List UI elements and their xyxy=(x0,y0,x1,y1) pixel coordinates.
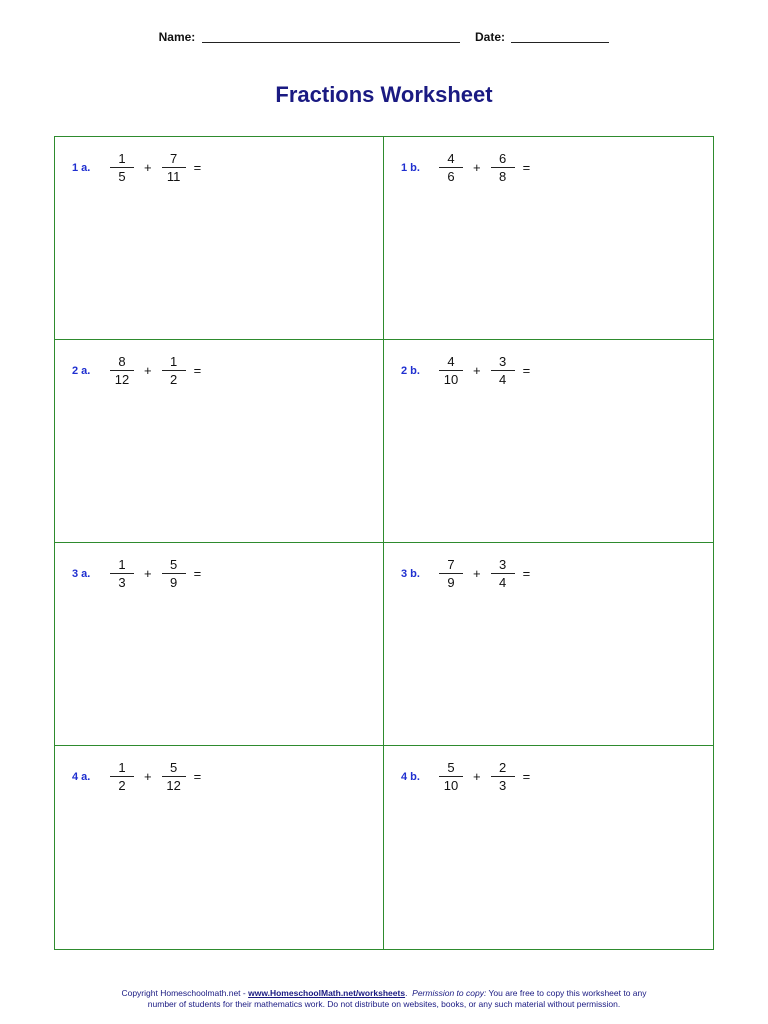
name-date-header xyxy=(0,30,768,44)
numerator: 3 xyxy=(498,354,507,369)
denominator: 6 xyxy=(447,169,455,184)
equals-sign: = xyxy=(193,160,202,175)
permission-text: You are free to copy this worksheet to any xyxy=(486,988,647,998)
plus-sign: + xyxy=(473,769,481,784)
fraction-bar xyxy=(110,573,134,574)
denominator: 9 xyxy=(447,575,455,590)
denominator: 4 xyxy=(498,372,507,387)
problem-4a xyxy=(72,760,201,793)
problem-2b xyxy=(401,354,530,387)
fraction-a xyxy=(110,760,134,793)
denominator: 2 xyxy=(169,372,178,387)
problem-3a xyxy=(72,557,201,590)
plus-sign: + xyxy=(473,566,481,581)
denominator: 5 xyxy=(118,169,126,184)
denominator: 11 xyxy=(166,169,181,184)
equals-sign: = xyxy=(522,363,531,378)
equals-sign: = xyxy=(522,769,531,784)
fraction-bar xyxy=(110,167,134,168)
numerator: 5 xyxy=(447,760,455,775)
plus-sign: + xyxy=(473,160,481,175)
problem-cell[interactable] xyxy=(55,746,384,949)
name-field[interactable] xyxy=(202,30,460,43)
numerator: 3 xyxy=(498,557,507,572)
page-title: Fractions Worksheet xyxy=(275,82,493,107)
plus-sign: + xyxy=(144,363,152,378)
problem-cell[interactable] xyxy=(384,340,713,543)
plus-sign: + xyxy=(473,363,481,378)
equals-sign: = xyxy=(522,566,531,581)
fraction-b xyxy=(162,151,186,184)
fraction-bar xyxy=(491,370,515,371)
denominator: 10 xyxy=(443,372,459,387)
denominator: 3 xyxy=(118,575,126,590)
fraction-b xyxy=(491,557,515,590)
numerator: 5 xyxy=(169,557,178,572)
equals-sign: = xyxy=(193,769,202,784)
fraction-bar xyxy=(439,370,463,371)
fraction-a xyxy=(110,557,134,590)
fraction-bar xyxy=(491,776,515,777)
fraction-a xyxy=(439,354,463,387)
problem-1b xyxy=(401,151,530,184)
fraction-a xyxy=(439,760,463,793)
equals-sign: = xyxy=(522,160,531,175)
problem-label: 1 b. xyxy=(401,161,420,174)
problem-grid xyxy=(54,136,714,950)
numerator: 5 xyxy=(169,760,178,775)
fraction-b xyxy=(162,760,186,793)
permission-label: Permission to copy: xyxy=(412,988,487,998)
numerator: 6 xyxy=(498,151,507,166)
equals-sign: = xyxy=(193,566,202,581)
copyright-text: Copyright Homeschoolmath.net - xyxy=(121,988,249,998)
copyright-footer: Copyright Homeschoolmath.net - www.HomeschoolMath.net/worksheets. Permission to copy: You are free to copy this worksheet to any number of students for their mathematics work. Do not distribute on websites, books, or any such material without permission. xyxy=(121,988,647,1009)
date-field[interactable] xyxy=(511,30,609,43)
denominator: 12 xyxy=(114,372,130,387)
equals-sign: = xyxy=(193,363,202,378)
problem-cell[interactable] xyxy=(384,543,713,746)
numerator: 1 xyxy=(118,760,126,775)
problem-cell[interactable] xyxy=(384,746,713,949)
fraction-bar xyxy=(491,167,515,168)
fraction-b xyxy=(162,354,186,387)
fraction-a xyxy=(110,151,134,184)
denominator: 10 xyxy=(443,778,459,793)
plus-sign: + xyxy=(144,566,152,581)
numerator: 7 xyxy=(169,151,178,166)
denominator: 4 xyxy=(498,575,507,590)
plus-sign: + xyxy=(144,769,152,784)
fraction-b xyxy=(491,760,515,793)
denominator: 8 xyxy=(498,169,507,184)
numerator: 2 xyxy=(498,760,507,775)
fraction-bar xyxy=(110,776,134,777)
fraction-bar xyxy=(162,573,186,574)
problem-cell[interactable] xyxy=(384,137,713,340)
denominator: 3 xyxy=(498,778,507,793)
denominator: 9 xyxy=(169,575,178,590)
problem-label: 2 a. xyxy=(72,364,91,377)
fraction-bar xyxy=(162,167,186,168)
plus-sign: + xyxy=(144,160,152,175)
fraction-bar xyxy=(162,776,186,777)
problem-cell[interactable] xyxy=(55,137,384,340)
fraction-bar xyxy=(491,573,515,574)
permission-text-line2: number of students for their mathematics work. Do not distribute on websites, books, or any such material without permission. xyxy=(147,999,621,1009)
name-label: Name: xyxy=(158,30,196,44)
fraction-bar xyxy=(439,167,463,168)
problem-label: 4 a. xyxy=(72,770,91,783)
numerator: 1 xyxy=(118,151,126,166)
denominator: 12 xyxy=(166,778,181,793)
fraction-b xyxy=(491,354,515,387)
numerator: 1 xyxy=(169,354,178,369)
fraction-a xyxy=(110,354,134,387)
fraction-bar xyxy=(162,370,186,371)
fraction-b xyxy=(491,151,515,184)
problem-label: 4 b. xyxy=(401,770,420,783)
problem-label: 3 a. xyxy=(72,567,91,580)
problem-label: 3 b. xyxy=(401,567,420,580)
denominator: 2 xyxy=(118,778,126,793)
problem-cell[interactable] xyxy=(55,340,384,543)
problem-3b xyxy=(401,557,530,590)
numerator: 4 xyxy=(447,151,455,166)
fraction-bar xyxy=(110,370,134,371)
numerator: 7 xyxy=(447,557,455,572)
fraction-bar xyxy=(439,776,463,777)
problem-1a xyxy=(72,151,201,184)
fraction-b xyxy=(162,557,186,590)
date-label: Date: xyxy=(475,30,506,44)
problem-2a xyxy=(72,354,201,387)
numerator: 1 xyxy=(118,557,126,572)
worksheets-link[interactable]: www.HomeschoolMath.net/worksheets xyxy=(248,988,406,998)
fraction-a xyxy=(439,151,463,184)
fraction-bar xyxy=(439,573,463,574)
problem-label: 1 a. xyxy=(72,161,91,174)
fraction-a xyxy=(439,557,463,590)
numerator: 4 xyxy=(447,354,455,369)
problem-4b xyxy=(401,760,530,793)
problem-label: 2 b. xyxy=(401,364,420,377)
problem-cell[interactable] xyxy=(55,543,384,746)
numerator: 8 xyxy=(118,354,126,369)
